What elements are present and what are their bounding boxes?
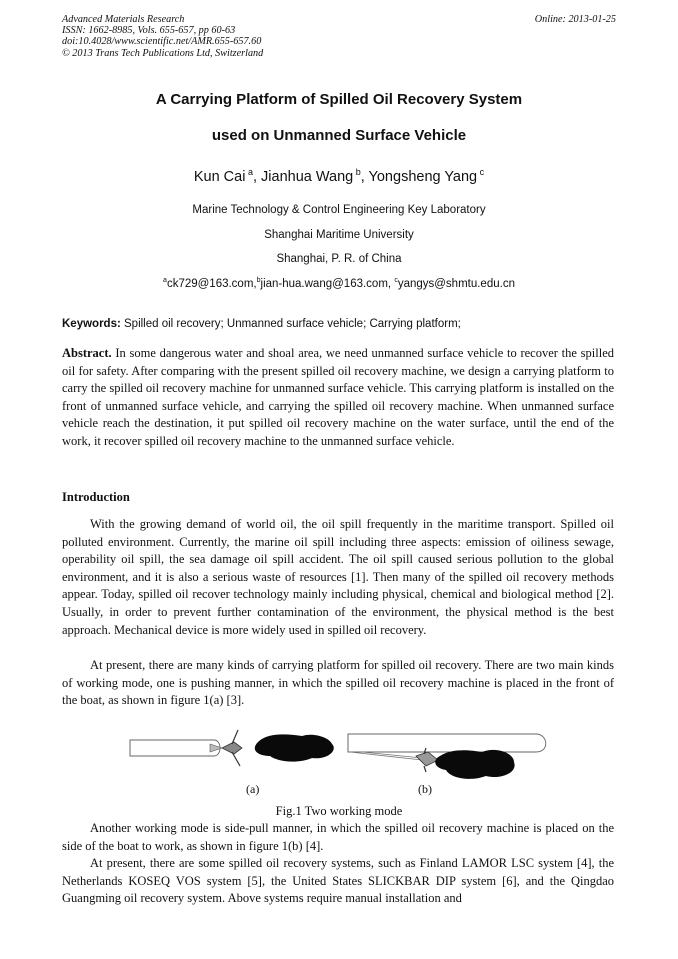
figure-label-b: (b) (418, 782, 432, 796)
abstract-label: Abstract. (62, 346, 112, 360)
keywords (62, 318, 461, 330)
body-paragraph: Another working mode is side-pull manner, in which the spilled oil recovery machine is placed on the side of the boat to work, as shown in figure 1(b) [4]. (62, 821, 614, 853)
figure-1-illustration (62, 720, 614, 800)
paper-title-line-2: used on Unmanned Surface Vehicle (211, 127, 467, 144)
doi-line: doi:10.4028/www.scientific.net/AMR.655-657.60 (62, 36, 262, 48)
oil-slick-b (435, 750, 514, 779)
issn-line: ISSN: 1662-8985, Vols. 655-657, pp 60-63 (62, 25, 236, 37)
body-paragraph: With the growing demand of world oil, the oil spill frequently in the maritime transport. Spilled oil polluted environment. Currently, the marine oil spill including three aspects: emission of oiliness sewage, operability oil spill, the sea damage oil spill accident. The oil spill caused serious pollution to the global environment, and it is also a serious waste of resources [1]. Then many of the spilled oil recovery methods appear. Today, spilled oil recover technology mainly including physical, chemical and biological method [2]. Usually, in order to prevent further contamination of the environment, the physical method is the best approach. Mechanical device is more widely used in spilled oil recovery. (62, 517, 614, 637)
oil-slick-a (255, 734, 334, 761)
author-name: Kun Cai (193, 168, 246, 185)
figure-caption: Fig.1 Two working mode (275, 804, 403, 818)
author-list: Kun Cai $^a$, Jianhua Wang $^b$, Yongsheng Yang $^c$ (193, 167, 485, 185)
keywords-label: Keywords: (62, 318, 121, 330)
boat-a-drawing (130, 730, 242, 766)
copyright-line: © 2013 Trans Tech Publications Ltd, Switzerland (62, 47, 264, 59)
keywords-text: Spilled oil recovery; Unmanned surface vehicle; Carrying platform; (124, 318, 461, 330)
email-link[interactable]: yangys@shmtu.edu.cn (397, 277, 515, 290)
affiliation-line-1: Marine Technology & Control Engineering Key Laboratory (192, 204, 486, 216)
body-paragraph: At present, there are some spilled oil recovery systems, such as Finland LAMOR LSC system [4], the Netherlands KOSEQ VOS system [5], the United States SLICKBAR DIP system [6], and the Qingdao Guangming oil recovery system. Above systems require manual installation and (62, 856, 614, 906)
figure-label-a: (a) (246, 782, 260, 796)
section-heading-introduction: Introduction (62, 490, 130, 504)
affiliation-line-2: Shanghai Maritime University (264, 229, 414, 241)
body-paragraph: At present, there are many kinds of carrying platform for spilled oil recovery. There are two main kinds of working mode, one is pushing manner, in which the spilled oil recovery machine is placed in the front of the boat, as shown in figure 1(a) [3]. (62, 658, 614, 708)
author-name: Yongsheng Yang (368, 168, 478, 185)
affiliation-line-3: Shanghai, P. R. of China (276, 253, 402, 265)
paper-title-line-1: A Carrying Platform of Spilled Oil Recovery System (155, 91, 523, 108)
author-name: Jianhua Wang (261, 168, 354, 185)
abstract-text: In some dangerous water and shoal area, we need unmanned surface vehicle to recover the spilled oil for safety. After comparing with the present spilled oil recovery machine, we design a carrying platform to carry the spilled oil recovery machine for unmanned surface vehicle. This carrying platform is installed on the front of unmanned surface vehicle, and carrying the spilled oil recovery machine. When unmanned surface vehicle reach the destination, it put spilled oil recovery machine on the water surface, until the end of the work, it recover spilled oil recovery machine to the unmanned surface vehicle. (62, 346, 614, 448)
journal-header (62, 14, 263, 59)
email-link[interactable]: ck729@163.com, (166, 277, 257, 290)
author-emails: $^a$ck729@163.com,$^b$jian-hua.wang@163.com, $^c$yangys@shmtu.edu.cn (163, 277, 515, 290)
email-link[interactable]: jian-hua.wang@163.com, (260, 277, 392, 290)
online-date: Online: 2013-01-25 (534, 14, 616, 25)
journal-name: Advanced Materials Research (62, 14, 185, 25)
abstract (62, 345, 614, 451)
